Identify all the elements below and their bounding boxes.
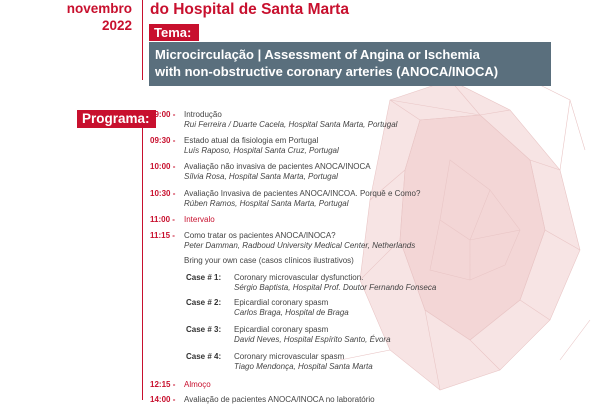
schedule-title: Intervalo	[184, 215, 215, 224]
schedule-item	[150, 231, 336, 241]
case-title: Epicardial coronary spasm	[234, 298, 329, 307]
schedule-time: 14:00 -	[150, 395, 176, 404]
schedule-speaker: Sílvia Rosa, Hospital Santa Marta, Portugal	[184, 172, 338, 181]
schedule-time: 11:00 -	[150, 215, 175, 224]
case-title: Coronary microvascular spasm	[234, 352, 345, 361]
schedule-item	[150, 189, 420, 199]
case-speaker: Carlos Braga, Hospital de Braga	[234, 308, 349, 317]
case-title: Coronary microvascular dysfunction.	[234, 273, 364, 282]
schedule-speaker: Luís Raposo, Hospital Santa Cruz, Portugal	[184, 146, 339, 155]
case-title: Epicardial coronary spasm	[234, 325, 329, 334]
case-speaker: Tiago Mendonça, Hospital Santa Marta	[234, 362, 373, 371]
schedule-title: Avaliação de pacientes ANOCA/INOCA no laboratório	[184, 395, 375, 404]
schedule-item	[150, 380, 211, 390]
schedule-item	[150, 215, 215, 225]
divider-line-top	[142, 0, 143, 80]
schedule-time: 10:30 -	[150, 189, 176, 198]
schedule-time: 12:15 -	[150, 380, 176, 389]
tema-label: Tema:	[149, 24, 199, 41]
schedule-title: Estado atual da fisiologia em Portugal	[184, 136, 319, 145]
divider-line-program	[142, 110, 143, 400]
case-label: Case # 3:	[186, 325, 222, 334]
event-year: 2022	[101, 18, 132, 33]
theme-box	[149, 42, 551, 86]
schedule-title: Introdução	[184, 110, 222, 119]
schedule-time: 10:00 -	[150, 162, 176, 171]
theme-line-1: Microcirculação | Assessment of Angina or Ischemia	[155, 47, 480, 62]
case-label: Case # 2:	[186, 298, 222, 307]
schedule-item	[150, 162, 371, 172]
schedule-time: 09:30 -	[150, 136, 176, 145]
schedule-speaker: Rúben Ramos, Hospital Santa Marta, Portugal	[184, 199, 349, 208]
case-label: Case # 1:	[186, 273, 222, 282]
schedule-speaker: Rui Ferreira / Duarte Cacela, Hospital Santa Marta, Portugal	[184, 120, 398, 129]
schedule-item	[150, 136, 318, 146]
byoc-text: Bring your own case (casos clínicos ilustrativos)	[184, 256, 354, 265]
schedule-item	[150, 110, 222, 120]
schedule-time: 09:00 -	[150, 110, 176, 119]
schedule-title: Avaliação Invasiva de pacientes ANOCA/INCOA. Porquê e Como?	[184, 189, 421, 198]
case-label: Case # 4:	[186, 352, 222, 361]
schedule-speaker: Peter Damman, Radboud University Medical Center, Netherlands	[184, 241, 416, 250]
schedule-title: Avaliação não invasiva de pacientes ANOCA/INOCA	[184, 162, 371, 171]
case-speaker: David Neves, Hospital Espírito Santo, Évora	[234, 335, 391, 344]
heart-mesh-illustration	[330, 60, 600, 400]
schedule-item	[150, 395, 375, 405]
schedule-title: Almoço	[184, 380, 211, 389]
event-date	[67, 0, 132, 34]
case-speaker: Sérgio Baptista, Hospital Prof. Doutor Fernando Fonseca	[234, 283, 437, 292]
hospital-title: do Hospital de Santa Marta	[150, 1, 349, 18]
schedule-time: 11:15 -	[150, 231, 175, 240]
theme-line-2: with non-obstructive coronary arteries (ANOCA/INOCA)	[155, 64, 499, 79]
programa-label: Programa:	[77, 110, 156, 128]
schedule-title: Como tratar os pacientes ANOCA/INOCA?	[184, 231, 336, 240]
event-month: novembro	[66, 1, 132, 16]
